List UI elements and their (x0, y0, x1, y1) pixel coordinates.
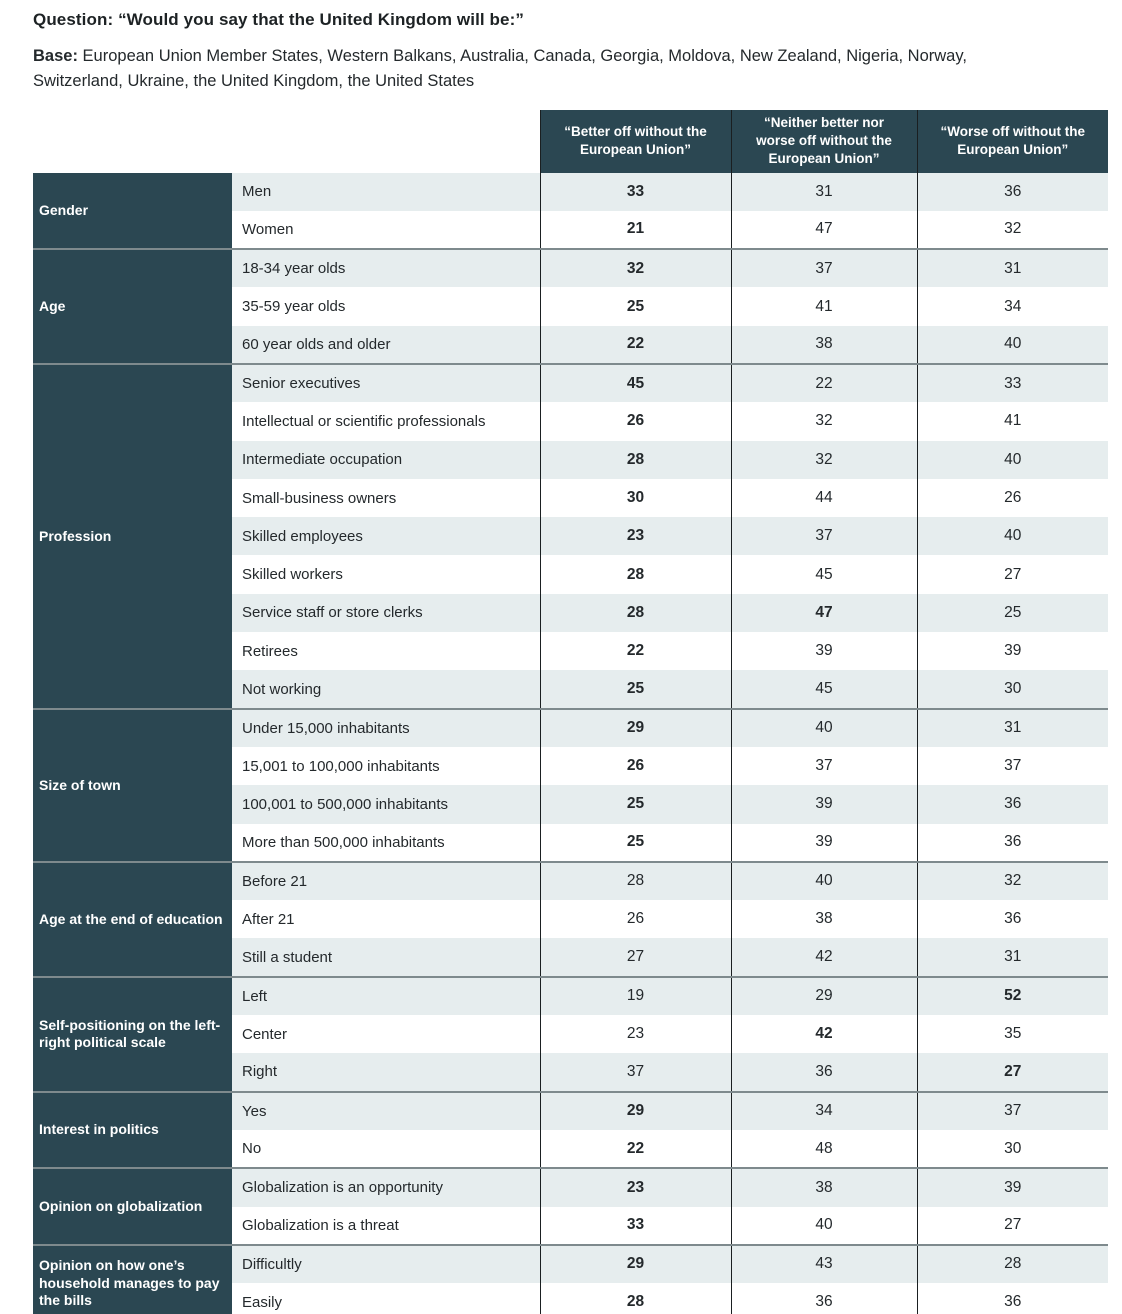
value-cell: 42 (731, 1015, 917, 1053)
value-cell: 26 (540, 402, 731, 440)
value-cell: 26 (917, 479, 1108, 517)
value-cell: 36 (731, 1283, 917, 1314)
row-label: 35-59 year olds (232, 287, 540, 325)
value-cell: 25 (540, 785, 731, 823)
value-cell: 40 (917, 441, 1108, 479)
value-cell: 25 (540, 670, 731, 708)
row-label: More than 500,000 inhabitants (232, 824, 540, 862)
value-cell: 32 (731, 441, 917, 479)
value-cell: 32 (731, 402, 917, 440)
value-cell: 37 (731, 517, 917, 555)
value-cell: 28 (540, 862, 731, 900)
value-cell: 30 (917, 670, 1108, 708)
group-label: Size of town (33, 709, 232, 862)
value-cell: 22 (540, 1130, 731, 1168)
group-label: Self-positioning on the left-right political scale (33, 977, 232, 1092)
row-label: Skilled employees (232, 517, 540, 555)
value-cell: 38 (731, 326, 917, 364)
value-cell: 36 (917, 173, 1108, 211)
value-cell: 23 (540, 517, 731, 555)
table-row (33, 364, 1108, 402)
table-row (33, 1092, 1108, 1130)
table-row (33, 709, 1108, 747)
table-row (33, 977, 1108, 1015)
group-label: Opinion on globalization (33, 1168, 232, 1245)
header-spacer (33, 110, 540, 173)
row-label: Difficultly (232, 1245, 540, 1283)
value-cell: 40 (731, 1207, 917, 1245)
value-cell: 27 (540, 938, 731, 976)
table-row (33, 862, 1108, 900)
row-label: Intermediate occupation (232, 441, 540, 479)
row-label: Center (232, 1015, 540, 1053)
value-cell: 28 (540, 594, 731, 632)
value-cell: 31 (917, 709, 1108, 747)
value-cell: 37 (731, 249, 917, 287)
row-label: Senior executives (232, 364, 540, 402)
value-cell: 52 (917, 977, 1108, 1015)
row-label: Skilled workers (232, 555, 540, 593)
value-cell: 23 (540, 1168, 731, 1206)
value-cell: 27 (917, 555, 1108, 593)
row-label: Not working (232, 670, 540, 708)
value-cell: 40 (917, 326, 1108, 364)
column-header-better-off: “Better off without the European Union” (540, 110, 731, 173)
table-row (33, 1245, 1108, 1283)
value-cell: 26 (540, 900, 731, 938)
table-row (33, 249, 1108, 287)
value-cell: 29 (540, 1092, 731, 1130)
value-cell: 29 (540, 1245, 731, 1283)
value-cell: 27 (917, 1207, 1108, 1245)
row-label: Men (232, 173, 540, 211)
value-cell: 37 (917, 1092, 1108, 1130)
value-cell: 31 (917, 249, 1108, 287)
value-cell: 28 (540, 555, 731, 593)
row-label: Still a student (232, 938, 540, 976)
value-cell: 19 (540, 977, 731, 1015)
value-cell: 44 (731, 479, 917, 517)
value-cell: 41 (917, 402, 1108, 440)
value-cell: 40 (917, 517, 1108, 555)
value-cell: 37 (540, 1053, 731, 1091)
column-header-worse-off: “Worse off without the European Union” (917, 110, 1108, 173)
value-cell: 37 (917, 747, 1108, 785)
value-cell: 30 (917, 1130, 1108, 1168)
value-cell: 26 (540, 747, 731, 785)
row-label: 15,001 to 100,000 inhabitants (232, 747, 540, 785)
value-cell: 22 (731, 364, 917, 402)
row-label: Women (232, 211, 540, 249)
value-cell: 39 (731, 824, 917, 862)
base-line (33, 44, 1023, 94)
value-cell: 39 (917, 1168, 1108, 1206)
row-label: Globalization is an opportunity (232, 1168, 540, 1206)
group-label: Opinion on how one’s household manages to pay the bills (33, 1245, 232, 1314)
row-label: Intellectual or scientific professionals (232, 402, 540, 440)
value-cell: 45 (540, 364, 731, 402)
value-cell: 47 (731, 211, 917, 249)
value-cell: 45 (731, 555, 917, 593)
value-cell: 36 (917, 824, 1108, 862)
value-cell: 34 (917, 287, 1108, 325)
value-cell: 36 (731, 1053, 917, 1091)
value-cell: 40 (731, 862, 917, 900)
group-label: Gender (33, 173, 232, 250)
group-label: Interest in politics (33, 1092, 232, 1169)
value-cell: 22 (540, 326, 731, 364)
value-cell: 31 (917, 938, 1108, 976)
question-label: Question: (33, 10, 114, 29)
group-label: Age (33, 249, 232, 364)
value-cell: 33 (540, 173, 731, 211)
value-cell: 41 (731, 287, 917, 325)
value-cell: 39 (731, 785, 917, 823)
row-label: Globalization is a threat (232, 1207, 540, 1245)
row-label: No (232, 1130, 540, 1168)
value-cell: 36 (917, 785, 1108, 823)
row-label: Left (232, 977, 540, 1015)
value-cell: 42 (731, 938, 917, 976)
value-cell: 29 (731, 977, 917, 1015)
value-cell: 38 (731, 900, 917, 938)
group-label: Age at the end of education (33, 862, 232, 977)
row-label: Before 21 (232, 862, 540, 900)
question-text: “Would you say that the United Kingdom will be:” (118, 10, 524, 29)
row-label: Yes (232, 1092, 540, 1130)
value-cell: 43 (731, 1245, 917, 1283)
row-label: After 21 (232, 900, 540, 938)
value-cell: 27 (917, 1053, 1108, 1091)
value-cell: 32 (917, 862, 1108, 900)
value-cell: 30 (540, 479, 731, 517)
row-label: Easily (232, 1283, 540, 1314)
row-label: 100,001 to 500,000 inhabitants (232, 785, 540, 823)
value-cell: 28 (540, 1283, 731, 1314)
row-label: Retirees (232, 632, 540, 670)
survey-table (33, 110, 1108, 1314)
group-label: Profession (33, 364, 232, 709)
value-cell: 29 (540, 709, 731, 747)
value-cell: 38 (731, 1168, 917, 1206)
value-cell: 25 (540, 287, 731, 325)
question-line (33, 10, 1122, 30)
row-label: Small-business owners (232, 479, 540, 517)
value-cell: 25 (540, 824, 731, 862)
value-cell: 28 (917, 1245, 1108, 1283)
base-text: European Union Member States, Western Balkans, Australia, Canada, Georgia, Moldova, New Zealand, Nigeria, Norway, Switzerland, Ukraine, the United Kingdom, the United States (33, 47, 967, 90)
row-label: 60 year olds and older (232, 326, 540, 364)
value-cell: 25 (917, 594, 1108, 632)
value-cell: 23 (540, 1015, 731, 1053)
value-cell: 36 (917, 1283, 1108, 1314)
row-label: Under 15,000 inhabitants (232, 709, 540, 747)
value-cell: 36 (917, 900, 1108, 938)
value-cell: 34 (731, 1092, 917, 1130)
value-cell: 40 (731, 709, 917, 747)
row-label: Service staff or store clerks (232, 594, 540, 632)
value-cell: 47 (731, 594, 917, 632)
row-label: 18-34 year olds (232, 249, 540, 287)
value-cell: 31 (731, 173, 917, 211)
base-label: Base: (33, 47, 78, 65)
value-cell: 21 (540, 211, 731, 249)
row-label: Right (232, 1053, 540, 1091)
value-cell: 48 (731, 1130, 917, 1168)
value-cell: 45 (731, 670, 917, 708)
value-cell: 32 (917, 211, 1108, 249)
value-cell: 39 (731, 632, 917, 670)
value-cell: 33 (917, 364, 1108, 402)
value-cell: 22 (540, 632, 731, 670)
page-header (33, 10, 1122, 94)
value-cell: 37 (731, 747, 917, 785)
value-cell: 28 (540, 441, 731, 479)
value-cell: 35 (917, 1015, 1108, 1053)
table-header-row (33, 110, 1108, 173)
column-header-neither: “Neither better nor worse off without the European Union” (731, 110, 917, 173)
table-row (33, 173, 1108, 211)
table-row (33, 1168, 1108, 1206)
value-cell: 33 (540, 1207, 731, 1245)
value-cell: 39 (917, 632, 1108, 670)
value-cell: 32 (540, 249, 731, 287)
